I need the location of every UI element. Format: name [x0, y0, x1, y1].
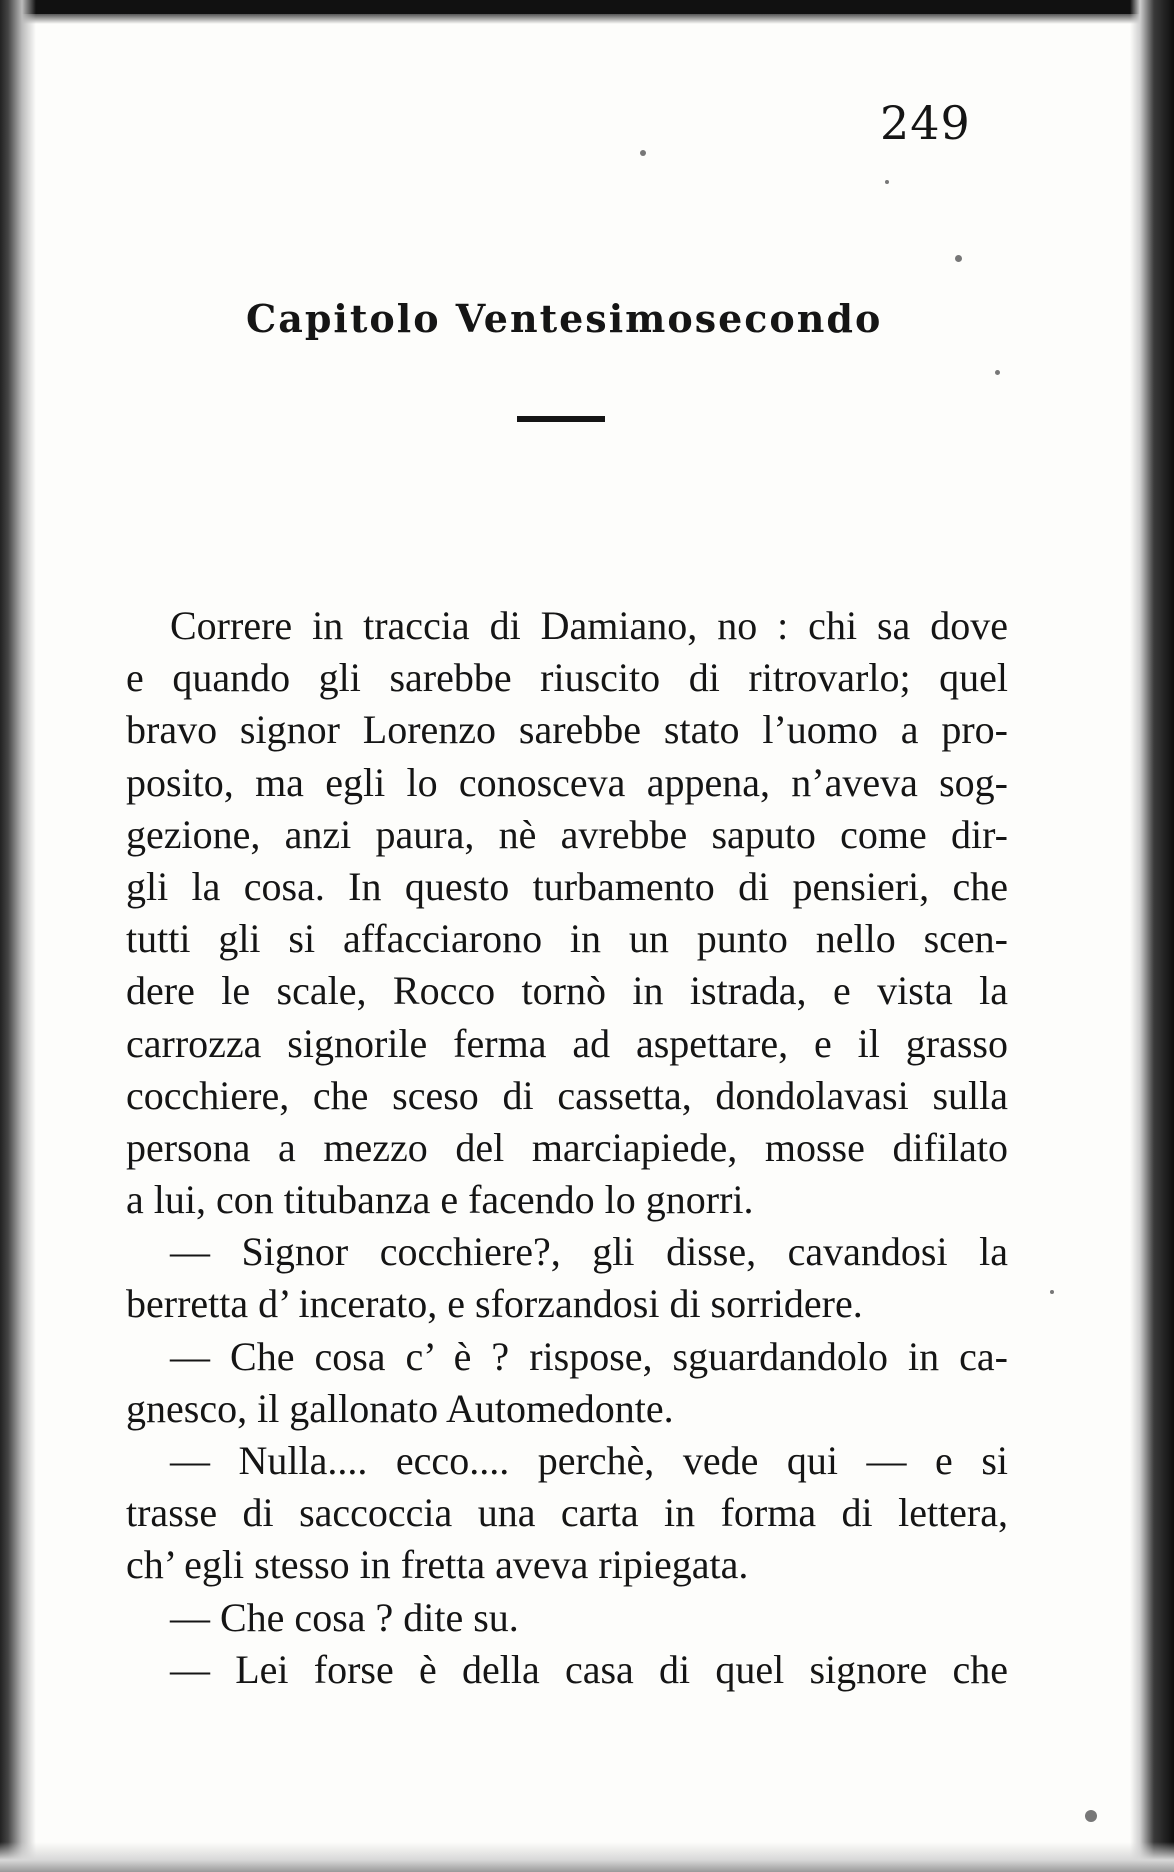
- dialogue-line: — Nulla.... ecco.... perchè, vede qui — e si: [170, 1438, 1008, 1483]
- chapter-title: Capitolo Ventesimosecondo: [246, 296, 883, 341]
- text-line: tutti gli si affacciarono in un punto nello scen-: [126, 916, 1008, 962]
- text-line: ch’ egli stesso in fretta aveva ripiegata.: [126, 1542, 749, 1588]
- dialogue-line: — Signor cocchiere?, gli disse, cavandosi la: [170, 1229, 1008, 1275]
- scan-speck: [995, 370, 1000, 375]
- scan-speck: [1050, 1290, 1054, 1294]
- text-line: trasse di saccoccia una carta in forma di lettera,: [126, 1490, 1008, 1536]
- text-line: gnesco, il gallonato Automedonte.: [126, 1385, 674, 1431]
- text-line: Correre in traccia di Damiano, no : chi sa dove: [170, 603, 1008, 648]
- scan-speck: [640, 150, 646, 156]
- text-line: berretta d’ incerato, e sforzandosi di sorridere.: [126, 1281, 863, 1327]
- scan-edge-bottom: [0, 1842, 1174, 1872]
- title-divider: [517, 416, 605, 422]
- text-line: dere le scale, Rocco tornò in istrada, e vista la: [126, 968, 1008, 1014]
- dialogue-line: — Che cosa ? dite su.: [170, 1594, 519, 1640]
- scan-speck: [955, 255, 962, 262]
- dialogue-line: — Che cosa c’ è ? rispose, sguardandolo in ca-: [170, 1333, 1008, 1379]
- page-number: 249: [880, 96, 971, 150]
- text-line: gezione, anzi paura, nè avrebbe saputo come dir-: [126, 811, 1008, 857]
- scan-speck: [1085, 1810, 1097, 1822]
- body-text: [126, 600, 1008, 1696]
- text-line: persona a mezzo del marciapiede, mosse difilato: [126, 1124, 1008, 1170]
- text-line: bravo signor Lorenzo sarebbe stato l’uomo a pro-: [126, 707, 1008, 753]
- text-line: carrozza signorile ferma ad aspettare, e il grasso: [126, 1020, 1008, 1066]
- scan-edge-left: [0, 0, 36, 1872]
- text-line: a lui, con titubanza e facendo lo gnorri.: [126, 1177, 754, 1223]
- scan-shadow-top: [0, 14, 1174, 24]
- text-line: gli la cosa. In questo turbamento di pensieri, che: [126, 863, 1008, 909]
- text-line: cocchiere, che sceso di cassetta, dondolavasi sulla: [126, 1072, 1008, 1118]
- scan-edge-top: [0, 0, 1174, 14]
- scan-speck: [885, 180, 889, 184]
- text-line: posito, ma egli lo conosceva appena, n’aveva sog-: [126, 759, 1008, 805]
- dialogue-line: — Lei forse è della casa di quel signore che: [170, 1646, 1008, 1692]
- scan-edge-right: [1130, 0, 1174, 1872]
- text-line: e quando gli sarebbe riuscito di ritrovarlo; quel: [126, 655, 1008, 701]
